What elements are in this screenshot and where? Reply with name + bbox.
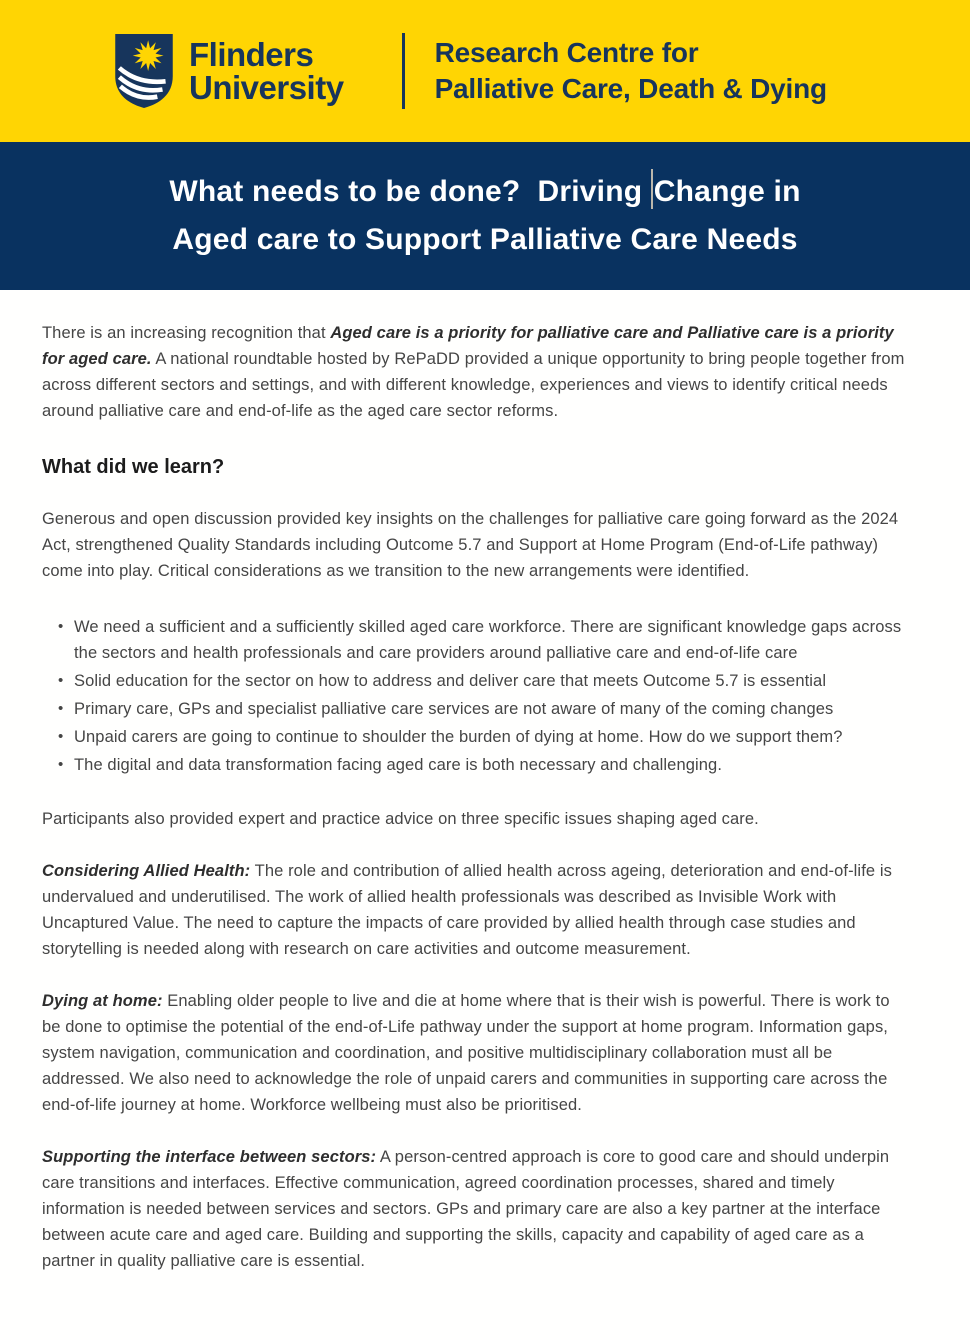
header-divider [402, 33, 405, 109]
paragraph [42, 1144, 906, 1274]
text-cursor [651, 169, 653, 209]
brand-name-line2: University [189, 69, 344, 106]
flinders-shield-icon [113, 33, 175, 109]
emphasis-text: Considering Allied Health: [42, 862, 251, 880]
bullet-item: • Unpaid carers are going to continue to shoulder the burden of dying at home. How do we support them? [58, 724, 906, 750]
title-banner [0, 142, 970, 290]
bullet-item: • The digital and data transformation facing aged care is both necessary and challenging. [58, 752, 906, 778]
centre-name-line1: Research Centre for [434, 37, 699, 68]
paragraph [42, 988, 906, 1118]
emphasis-text: Aged care is a priority for palliative care and Palliative care is a priority for aged care. [42, 324, 894, 368]
emphasis-text: Dying at home: [42, 992, 163, 1010]
centre-name-line2: Palliative Care, Death & Dying [434, 73, 827, 104]
body-text: There is an increasing recognition that [42, 324, 331, 342]
bullet-item: • Primary care, GPs and specialist palliative care services are not aware of many of the coming changes [58, 696, 906, 722]
bullet-list [42, 614, 906, 778]
emphasis-text: Supporting the interface between sectors: [42, 1148, 377, 1166]
centre-name [435, 35, 827, 107]
title-text-before-cursor: What needs to be done? Driving [169, 175, 651, 208]
document-body [0, 290, 970, 1274]
brand-header [0, 0, 970, 142]
paragraph [42, 858, 906, 962]
brand-name-line1: Flinders [189, 36, 314, 73]
flinders-logo-lockup [113, 33, 344, 109]
body-text: A national roundtable hosted by RePaDD provided a unique opportunity to bring people together from across different sectors and settings, and with different knowledge, experiences and views to identify critical needs around palliative care and end-of-life as the aged care sector reforms. [42, 350, 905, 420]
paragraph [42, 506, 906, 584]
paragraph [42, 806, 906, 832]
brand-name [189, 38, 344, 104]
body-text: Generous and open discussion provided key insights on the challenges for palliative care going forward as the 2024 Act, strengthened Quality Standards including Outcome 5.7 and Support at Home Program (End-of-Life pathway) come into play. Critical considerations as we transition to the new arrangements were identified. [42, 510, 899, 580]
page-title[interactable] [169, 168, 800, 264]
body-text: A person-centred approach is core to good care and should underpin care transitions and interfaces. Effective communication, agreed coordination processes, shared and timely information is needed between services and sectors. GPs and primary care are also a key partner at the interface between acute care and aged care. Building and supporting the skills, capacity and capability of aged care as a partner in quality palliative care is essential. [42, 1148, 890, 1270]
body-text: The role and contribution of allied health across ageing, deterioration and end-of-life is undervalued and underutilised. The work of allied health professionals was described as Invisible Work with Uncaptured Value. The need to capture the impacts of care provided by allied health through case studies and storytelling is needed along with research on care activities and outcome measurement. [42, 862, 892, 958]
body-text: Participants also provided expert and practice advice on three specific issues shaping aged care. [42, 810, 759, 828]
body-text: Enabling older people to live and die at home where that is their wish is powerful. There is work to be done to optimise the potential of the end-of-Life pathway under the support at home program. Information gaps, system navigation, communication and coordination, and positive multidisciplinary collaboration must all be addressed. We also need to acknowledge the role of unpaid carers and communities in supporting care across the end-of-life journey at home. Workforce wellbeing must also be prioritised. [42, 992, 890, 1114]
bullet-item: • Solid education for the sector on how to address and deliver care that meets Outcome 5.7 is essential [58, 668, 906, 694]
title-text-line2: Aged care to Support Palliative Care Needs [172, 223, 798, 256]
paragraph [42, 320, 906, 424]
bullet-item: • We need a sufficient and a sufficiently skilled aged care workforce. There are significant knowledge gaps across the sectors and health professionals and care providers around palliative care and end-of-life care [58, 614, 906, 666]
title-text-after-cursor: Change in [653, 175, 801, 208]
section-heading: What did we learn? [42, 456, 225, 478]
